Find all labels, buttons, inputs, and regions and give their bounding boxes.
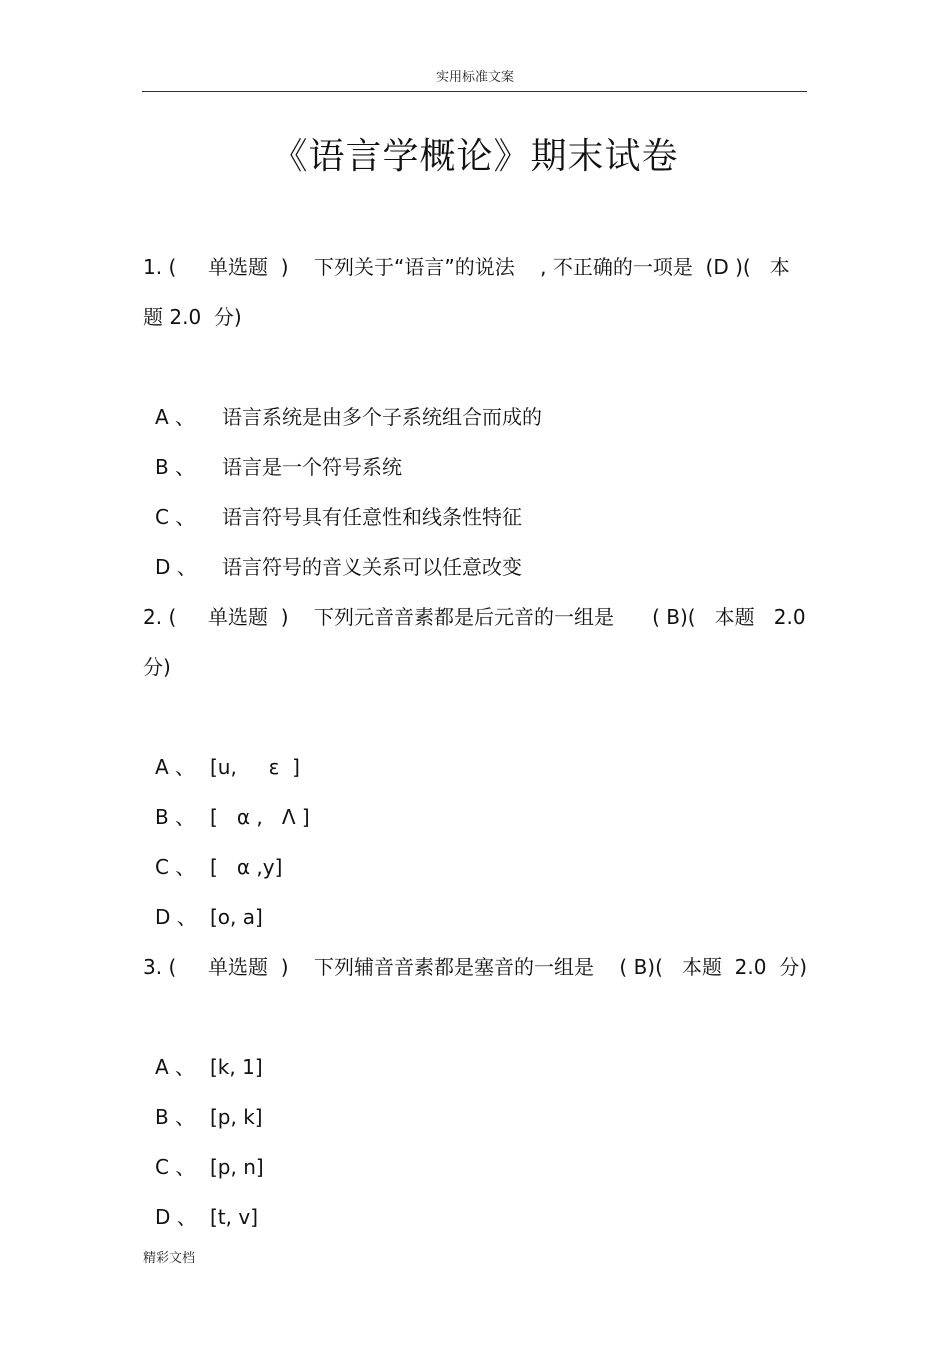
- q3-option-c-text: [p, n]: [210, 1155, 264, 1179]
- q2-option-b-letter: B 、: [155, 805, 196, 829]
- q3-option-a-text: [k, 1]: [210, 1055, 263, 1079]
- q1-option-a-text: 语言系统是由多个子系统组合而成的: [222, 405, 542, 429]
- q3-option-b-letter: B 、: [155, 1105, 196, 1129]
- q2-option-a-text: [u, ε ]: [210, 755, 300, 779]
- q1-option-c-letter: C 、: [155, 505, 196, 529]
- q2-option-c-text: [ α ,y]: [210, 855, 283, 879]
- document-title: 《语言学概论》期末试卷: [271, 136, 679, 177]
- q1-option-a-letter: A 、: [155, 405, 196, 429]
- q1-option-c-text: 语言符号具有任意性和线条性特征: [222, 505, 522, 529]
- header-divider: [142, 91, 807, 92]
- q2-option-d-text: [o, a]: [210, 905, 263, 929]
- q2-option-c-letter: C 、: [155, 855, 196, 879]
- question-2-stem: 2. ( 单选题 ) 下列元音音素都是后元音的一组是 ( B)( 本题 2.0: [143, 605, 806, 629]
- q1-option-b-text: 语言是一个符号系统: [222, 455, 402, 479]
- question-1-stem-cont: 题 2.0 分): [143, 305, 242, 329]
- page-header: 实用标准文案: [435, 70, 514, 85]
- question-2-stem-cont: 分): [143, 655, 171, 679]
- q3-option-a-letter: A 、: [155, 1055, 196, 1079]
- q3-option-c-letter: C 、: [155, 1155, 196, 1179]
- q1-option-b-letter: B 、: [155, 455, 196, 479]
- q3-option-d-letter: D 、: [155, 1205, 197, 1229]
- q2-option-d-letter: D 、: [155, 905, 197, 929]
- q3-option-d-text: [t, v]: [210, 1205, 258, 1229]
- question-3-stem: 3. ( 单选题 ) 下列辅音音素都是塞音的一组是 ( B)( 本题 2.0 分): [143, 955, 808, 979]
- q3-option-b-text: [p, k]: [210, 1105, 263, 1129]
- page-footer: 精彩文档: [143, 1251, 196, 1266]
- q1-option-d-letter: D 、: [155, 555, 197, 579]
- q2-option-b-text: [ α , Λ ]: [210, 805, 310, 829]
- q1-option-d-text: 语言符号的音义关系可以任意改变: [222, 555, 522, 579]
- question-1-stem: 1. ( 单选题 ) 下列关于“语言”的说法 , 不正确的一项是 (D )( 本: [143, 255, 790, 279]
- q2-option-a-letter: A 、: [155, 755, 196, 779]
